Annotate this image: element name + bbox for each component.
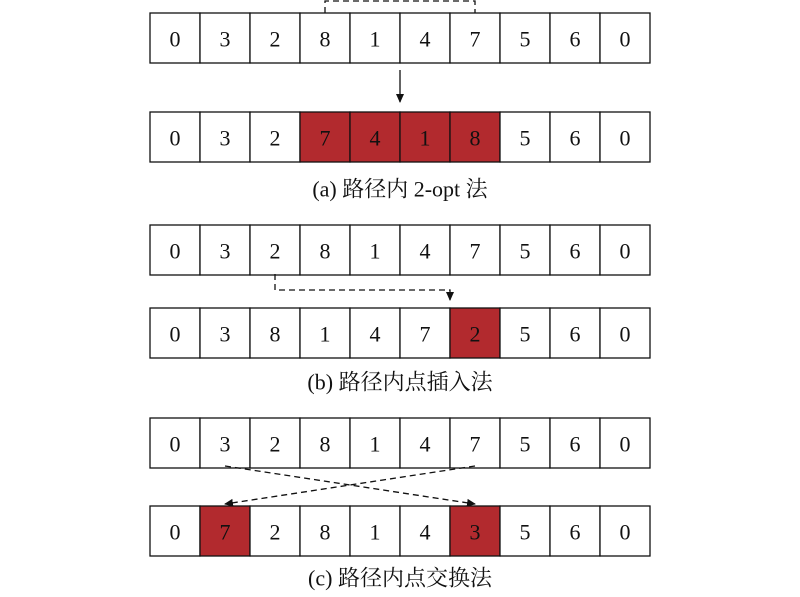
array-cell (400, 506, 450, 556)
cell-value: 6 (569, 125, 581, 151)
row-c-before (150, 418, 650, 468)
cell-value: 7 (469, 26, 481, 52)
array-cell (350, 418, 400, 468)
array-cell (350, 225, 400, 275)
cell-value: 3 (219, 321, 231, 347)
array-cell (250, 506, 300, 556)
cell-value: 7 (219, 519, 231, 545)
cell-value: 4 (419, 519, 431, 545)
array-cell (500, 225, 550, 275)
cell-value: 6 (569, 238, 581, 264)
cell-value: 0 (619, 321, 631, 347)
array-cell (450, 418, 500, 468)
array-cell (350, 506, 400, 556)
array-cell (450, 308, 500, 358)
cell-value: 1 (319, 321, 331, 347)
cell-value: 7 (469, 431, 481, 457)
cell-value: 4 (419, 431, 431, 457)
array-cell (450, 225, 500, 275)
array-cell (550, 112, 600, 162)
array-cell (300, 13, 350, 63)
array-cell (300, 112, 350, 162)
cell-value: 3 (219, 238, 231, 264)
cell-value: 3 (469, 519, 481, 545)
array-cell (300, 418, 350, 468)
cell-value: 4 (419, 26, 431, 52)
array-cell (300, 308, 350, 358)
array-cell (450, 506, 500, 556)
array-cell (400, 112, 450, 162)
array-cell (450, 13, 500, 63)
array-cell (400, 418, 450, 468)
cell-value: 0 (169, 519, 181, 545)
array-cell (500, 418, 550, 468)
cell-value: 2 (269, 431, 281, 457)
array-cell (350, 13, 400, 63)
cell-value: 8 (319, 26, 331, 52)
cell-value: 0 (619, 238, 631, 264)
row-a-before (150, 13, 650, 63)
caption-a: (a) 路径内 2-opt 法 (312, 176, 488, 202)
segment-bracket-a (325, 1, 475, 13)
caption-c: (c) 路径内点交换法 (308, 565, 492, 591)
cell-value: 1 (419, 125, 431, 151)
cell-value: 3 (219, 26, 231, 52)
array-cell (200, 225, 250, 275)
row-a-after (150, 112, 650, 162)
cell-value: 6 (569, 519, 581, 545)
panel-a (150, 1, 650, 202)
panel-c (150, 418, 650, 591)
array-cell (150, 506, 200, 556)
row-b-before (150, 225, 650, 275)
cell-value: 8 (319, 519, 331, 545)
cell-value: 0 (619, 125, 631, 151)
panel-b (150, 225, 650, 395)
array-cell (600, 418, 650, 468)
cell-value: 8 (269, 321, 281, 347)
cell-value: 5 (519, 125, 531, 151)
row-b-after (150, 308, 650, 358)
array-cell (200, 418, 250, 468)
row-c-after (150, 506, 650, 556)
array-cell (350, 112, 400, 162)
array-cell (250, 13, 300, 63)
cell-value: 2 (269, 238, 281, 264)
array-cell (200, 308, 250, 358)
cell-value: 8 (469, 125, 481, 151)
array-cell (150, 225, 200, 275)
cell-value: 5 (519, 431, 531, 457)
array-cell (600, 308, 650, 358)
cell-value: 0 (169, 26, 181, 52)
array-cell (200, 13, 250, 63)
array-cell (350, 308, 400, 358)
cell-value: 0 (169, 431, 181, 457)
cell-value: 0 (619, 26, 631, 52)
array-cell (150, 418, 200, 468)
cell-value: 2 (269, 26, 281, 52)
cell-value: 7 (469, 238, 481, 264)
cell-value: 5 (519, 238, 531, 264)
cell-value: 4 (419, 238, 431, 264)
array-cell (600, 112, 650, 162)
cell-value: 4 (369, 125, 381, 151)
cell-value: 8 (319, 238, 331, 264)
array-cell (150, 308, 200, 358)
array-cell (250, 112, 300, 162)
array-cell (150, 13, 200, 63)
cell-value: 2 (269, 519, 281, 545)
array-cell (200, 506, 250, 556)
array-cell (600, 225, 650, 275)
cell-value: 0 (169, 125, 181, 151)
array-cell (600, 13, 650, 63)
array-cell (500, 506, 550, 556)
array-cell (250, 308, 300, 358)
cell-value: 6 (569, 321, 581, 347)
array-cell (550, 225, 600, 275)
caption-b: (b) 路径内点插入法 (307, 369, 493, 395)
array-cell (500, 13, 550, 63)
array-cell (500, 308, 550, 358)
cell-value: 1 (369, 431, 381, 457)
cell-value: 7 (319, 125, 331, 151)
array-cell (400, 308, 450, 358)
array-cell (450, 112, 500, 162)
array-cell (550, 418, 600, 468)
cell-value: 0 (169, 321, 181, 347)
array-cell (550, 506, 600, 556)
cell-value: 5 (519, 321, 531, 347)
cell-value: 3 (219, 431, 231, 457)
cell-value: 6 (569, 431, 581, 457)
array-cell (150, 112, 200, 162)
array-cell (500, 112, 550, 162)
array-cell (550, 13, 600, 63)
cell-value: 3 (219, 125, 231, 151)
insertion-arrow-b (275, 274, 450, 300)
cell-value: 1 (369, 26, 381, 52)
array-cell (250, 418, 300, 468)
cell-value: 4 (369, 321, 381, 347)
cell-value: 2 (469, 321, 481, 347)
cell-value: 5 (519, 519, 531, 545)
cell-value: 7 (419, 321, 431, 347)
cell-value: 8 (319, 431, 331, 457)
array-cell (250, 225, 300, 275)
array-cell (400, 13, 450, 63)
array-cell (400, 225, 450, 275)
cell-value: 0 (169, 238, 181, 264)
array-cell (300, 225, 350, 275)
cell-value: 1 (369, 519, 381, 545)
array-cell (300, 506, 350, 556)
array-cell (200, 112, 250, 162)
array-cell (600, 506, 650, 556)
cell-value: 1 (369, 238, 381, 264)
cell-value: 5 (519, 26, 531, 52)
cell-value: 0 (619, 519, 631, 545)
cell-value: 2 (269, 125, 281, 151)
cell-value: 0 (619, 431, 631, 457)
array-cell (550, 308, 600, 358)
cell-value: 6 (569, 26, 581, 52)
